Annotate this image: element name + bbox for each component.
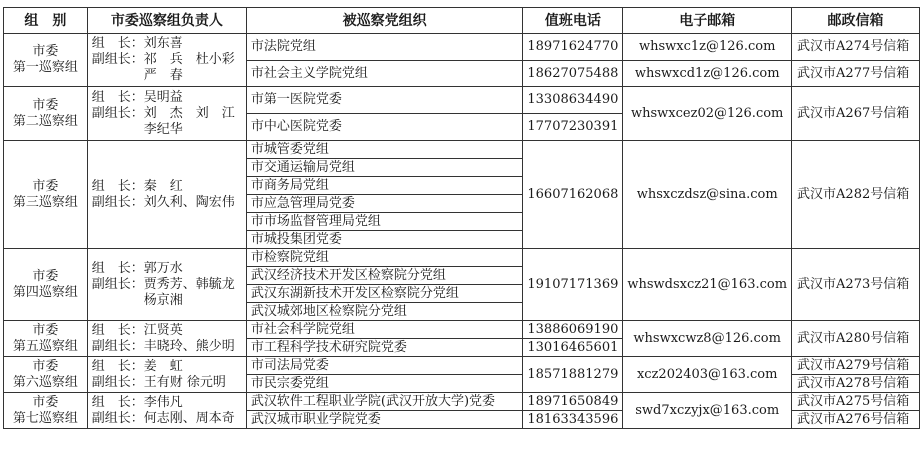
email-address: whswxc1z@126.com — [623, 34, 792, 61]
group-leaders — [87, 249, 246, 321]
leader-line: 副组长：何志刚、周本奇 — [91, 410, 235, 426]
duty-phone: 13308634490 — [523, 87, 623, 114]
header-orgs: 被巡察党组织 — [246, 8, 522, 34]
inspected-org: 市司法局党委 — [246, 357, 522, 375]
header-email: 电子邮箱 — [623, 8, 792, 34]
leader-line: 组 长：郭万水 — [91, 260, 183, 276]
inspected-org: 市交通运输局党组 — [246, 159, 522, 177]
inspected-org: 市商务局党组 — [246, 177, 522, 195]
inspected-org: 武汉城市职业学院党委 — [246, 411, 522, 429]
group-name-line: 市委 — [32, 44, 59, 59]
inspected-org: 市城管委党组 — [246, 141, 522, 159]
group-name-line: 第四巡察组 — [12, 284, 78, 300]
postal-box: 武汉市A278号信箱 — [792, 375, 920, 393]
postal-box: 武汉市A279号信箱 — [792, 357, 920, 375]
email-address: whswxcwz8@126.com — [623, 321, 792, 357]
duty-phone: 13886069190 — [523, 321, 623, 339]
postal-box: 武汉市A273号信箱 — [792, 249, 920, 321]
duty-phone: 18971624770 — [523, 34, 623, 61]
leader-line: 组 长：吴明益 — [91, 89, 183, 105]
inspected-org: 市社会科学院党组 — [246, 321, 522, 339]
group-leaders — [87, 141, 246, 249]
duty-phone: 16607162068 — [523, 141, 623, 249]
group-name-line: 第一巡察组 — [12, 60, 78, 75]
email-address: whswxcd1z@126.com — [623, 61, 792, 87]
group-name-line: 第七巡察组 — [12, 410, 78, 426]
leader-line: 严 春 — [91, 68, 183, 83]
leader-line: 副组长：丰晓玲、熊少明 — [91, 338, 235, 354]
group-leaders — [87, 87, 246, 141]
duty-phone: 18971650849 — [523, 393, 623, 411]
header-row — [4, 8, 920, 34]
postal-box: 武汉市A282号信箱 — [792, 141, 920, 249]
group-name — [4, 357, 88, 393]
email-address: whswdsxcz21@163.com — [623, 249, 792, 321]
inspected-org: 市第一医院党委 — [246, 87, 522, 114]
inspected-org: 市城投集团党委 — [246, 231, 522, 249]
header-mailbox: 邮政信箱 — [792, 8, 920, 34]
inspected-org: 市社会主义学院党组 — [246, 61, 522, 87]
duty-phone: 18571881279 — [523, 357, 623, 393]
leader-line: 组 长：秦 红 — [91, 178, 183, 194]
postal-box: 武汉市A280号信箱 — [792, 321, 920, 357]
group-name-line: 第二巡察组 — [12, 113, 78, 129]
group-name-line: 市委 — [32, 394, 59, 410]
table-row — [4, 249, 920, 267]
email-address: whswxcez02@126.com — [623, 87, 792, 141]
group-name-line: 市委 — [32, 178, 59, 194]
inspected-org: 市中心医院党委 — [246, 114, 522, 141]
group-name-line: 市委 — [32, 268, 59, 284]
group-leaders — [87, 393, 246, 429]
leader-line: 副组长：刘久利、陶宏伟 — [91, 194, 235, 210]
email-address: swd7xczyjx@163.com — [623, 393, 792, 429]
postal-box: 武汉市A274号信箱 — [792, 34, 920, 61]
table-row — [4, 321, 920, 339]
inspected-org: 武汉东湖新技术开发区检察院分党组 — [246, 285, 522, 303]
duty-phone: 18163343596 — [523, 411, 623, 429]
inspected-org: 武汉城郊地区检察院分党组 — [246, 303, 522, 321]
header-leaders: 市委巡察组负责人 — [87, 8, 246, 34]
group-name-line: 市委 — [32, 97, 59, 113]
leader-line: 副组长：刘 杰 刘 江 — [91, 105, 235, 121]
table-row — [4, 393, 920, 411]
table-row — [4, 87, 920, 114]
group-name-line: 市委 — [32, 322, 59, 338]
inspected-org: 市市场监督管理局党组 — [246, 213, 522, 231]
duty-phone: 19107171369 — [523, 249, 623, 321]
inspected-org: 武汉软件工程职业学院(武汉开放大学)党委 — [246, 393, 522, 411]
postal-box: 武汉市A277号信箱 — [792, 61, 920, 87]
leader-line: 副组长：贾秀芳、韩毓龙 — [91, 276, 235, 292]
leader-line: 组 长：刘东喜 — [91, 36, 183, 51]
leader-line: 组 长：李伟凡 — [91, 394, 183, 410]
table-row — [4, 141, 920, 159]
email-address: xcz202403@163.com — [623, 357, 792, 393]
email-address: whsxczdsz@sina.com — [623, 141, 792, 249]
duty-phone: 18627075488 — [523, 61, 623, 87]
inspected-org: 市民宗委党组 — [246, 375, 522, 393]
group-name — [4, 249, 88, 321]
leader-line: 李纪华 — [91, 121, 183, 137]
group-name — [4, 141, 88, 249]
postal-box: 武汉市A275号信箱 — [792, 393, 920, 411]
leader-line: 副组长：祁 兵 杜小彩 — [91, 52, 235, 67]
group-name-line: 第三巡察组 — [12, 194, 78, 210]
group-name-line: 第六巡察组 — [12, 374, 78, 390]
duty-phone: 17707230391 — [523, 114, 623, 141]
leader-line: 组 长：姜 虹 — [91, 358, 183, 374]
leader-line: 副组长：王有财 徐元明 — [91, 374, 226, 390]
group-name — [4, 393, 88, 429]
leader-line: 组 长：江贤英 — [91, 322, 183, 338]
header-phone: 值班电话 — [523, 8, 623, 34]
table-row — [4, 357, 920, 375]
postal-box: 武汉市A267号信箱 — [792, 87, 920, 141]
table-row — [4, 34, 920, 61]
postal-box: 武汉市A276号信箱 — [792, 411, 920, 429]
leader-line: 杨京湘 — [91, 292, 183, 308]
inspection-table — [3, 7, 920, 429]
inspected-org: 市工程科学技术研究院党委 — [246, 339, 522, 357]
group-name — [4, 34, 88, 87]
duty-phone: 13016465601 — [523, 339, 623, 357]
inspected-org: 武汉经济技术开发区检察院分党组 — [246, 267, 522, 285]
inspected-org: 市法院党组 — [246, 34, 522, 61]
group-leaders — [87, 357, 246, 393]
group-leaders — [87, 321, 246, 357]
group-name-line: 第五巡察组 — [12, 338, 78, 354]
group-name — [4, 87, 88, 141]
inspected-org: 市检察院党组 — [246, 249, 522, 267]
inspected-org: 市应急管理局党委 — [246, 195, 522, 213]
group-name-line: 市委 — [32, 358, 59, 374]
group-leaders — [87, 34, 246, 87]
group-name — [4, 321, 88, 357]
header-group: 组 别 — [4, 8, 88, 34]
